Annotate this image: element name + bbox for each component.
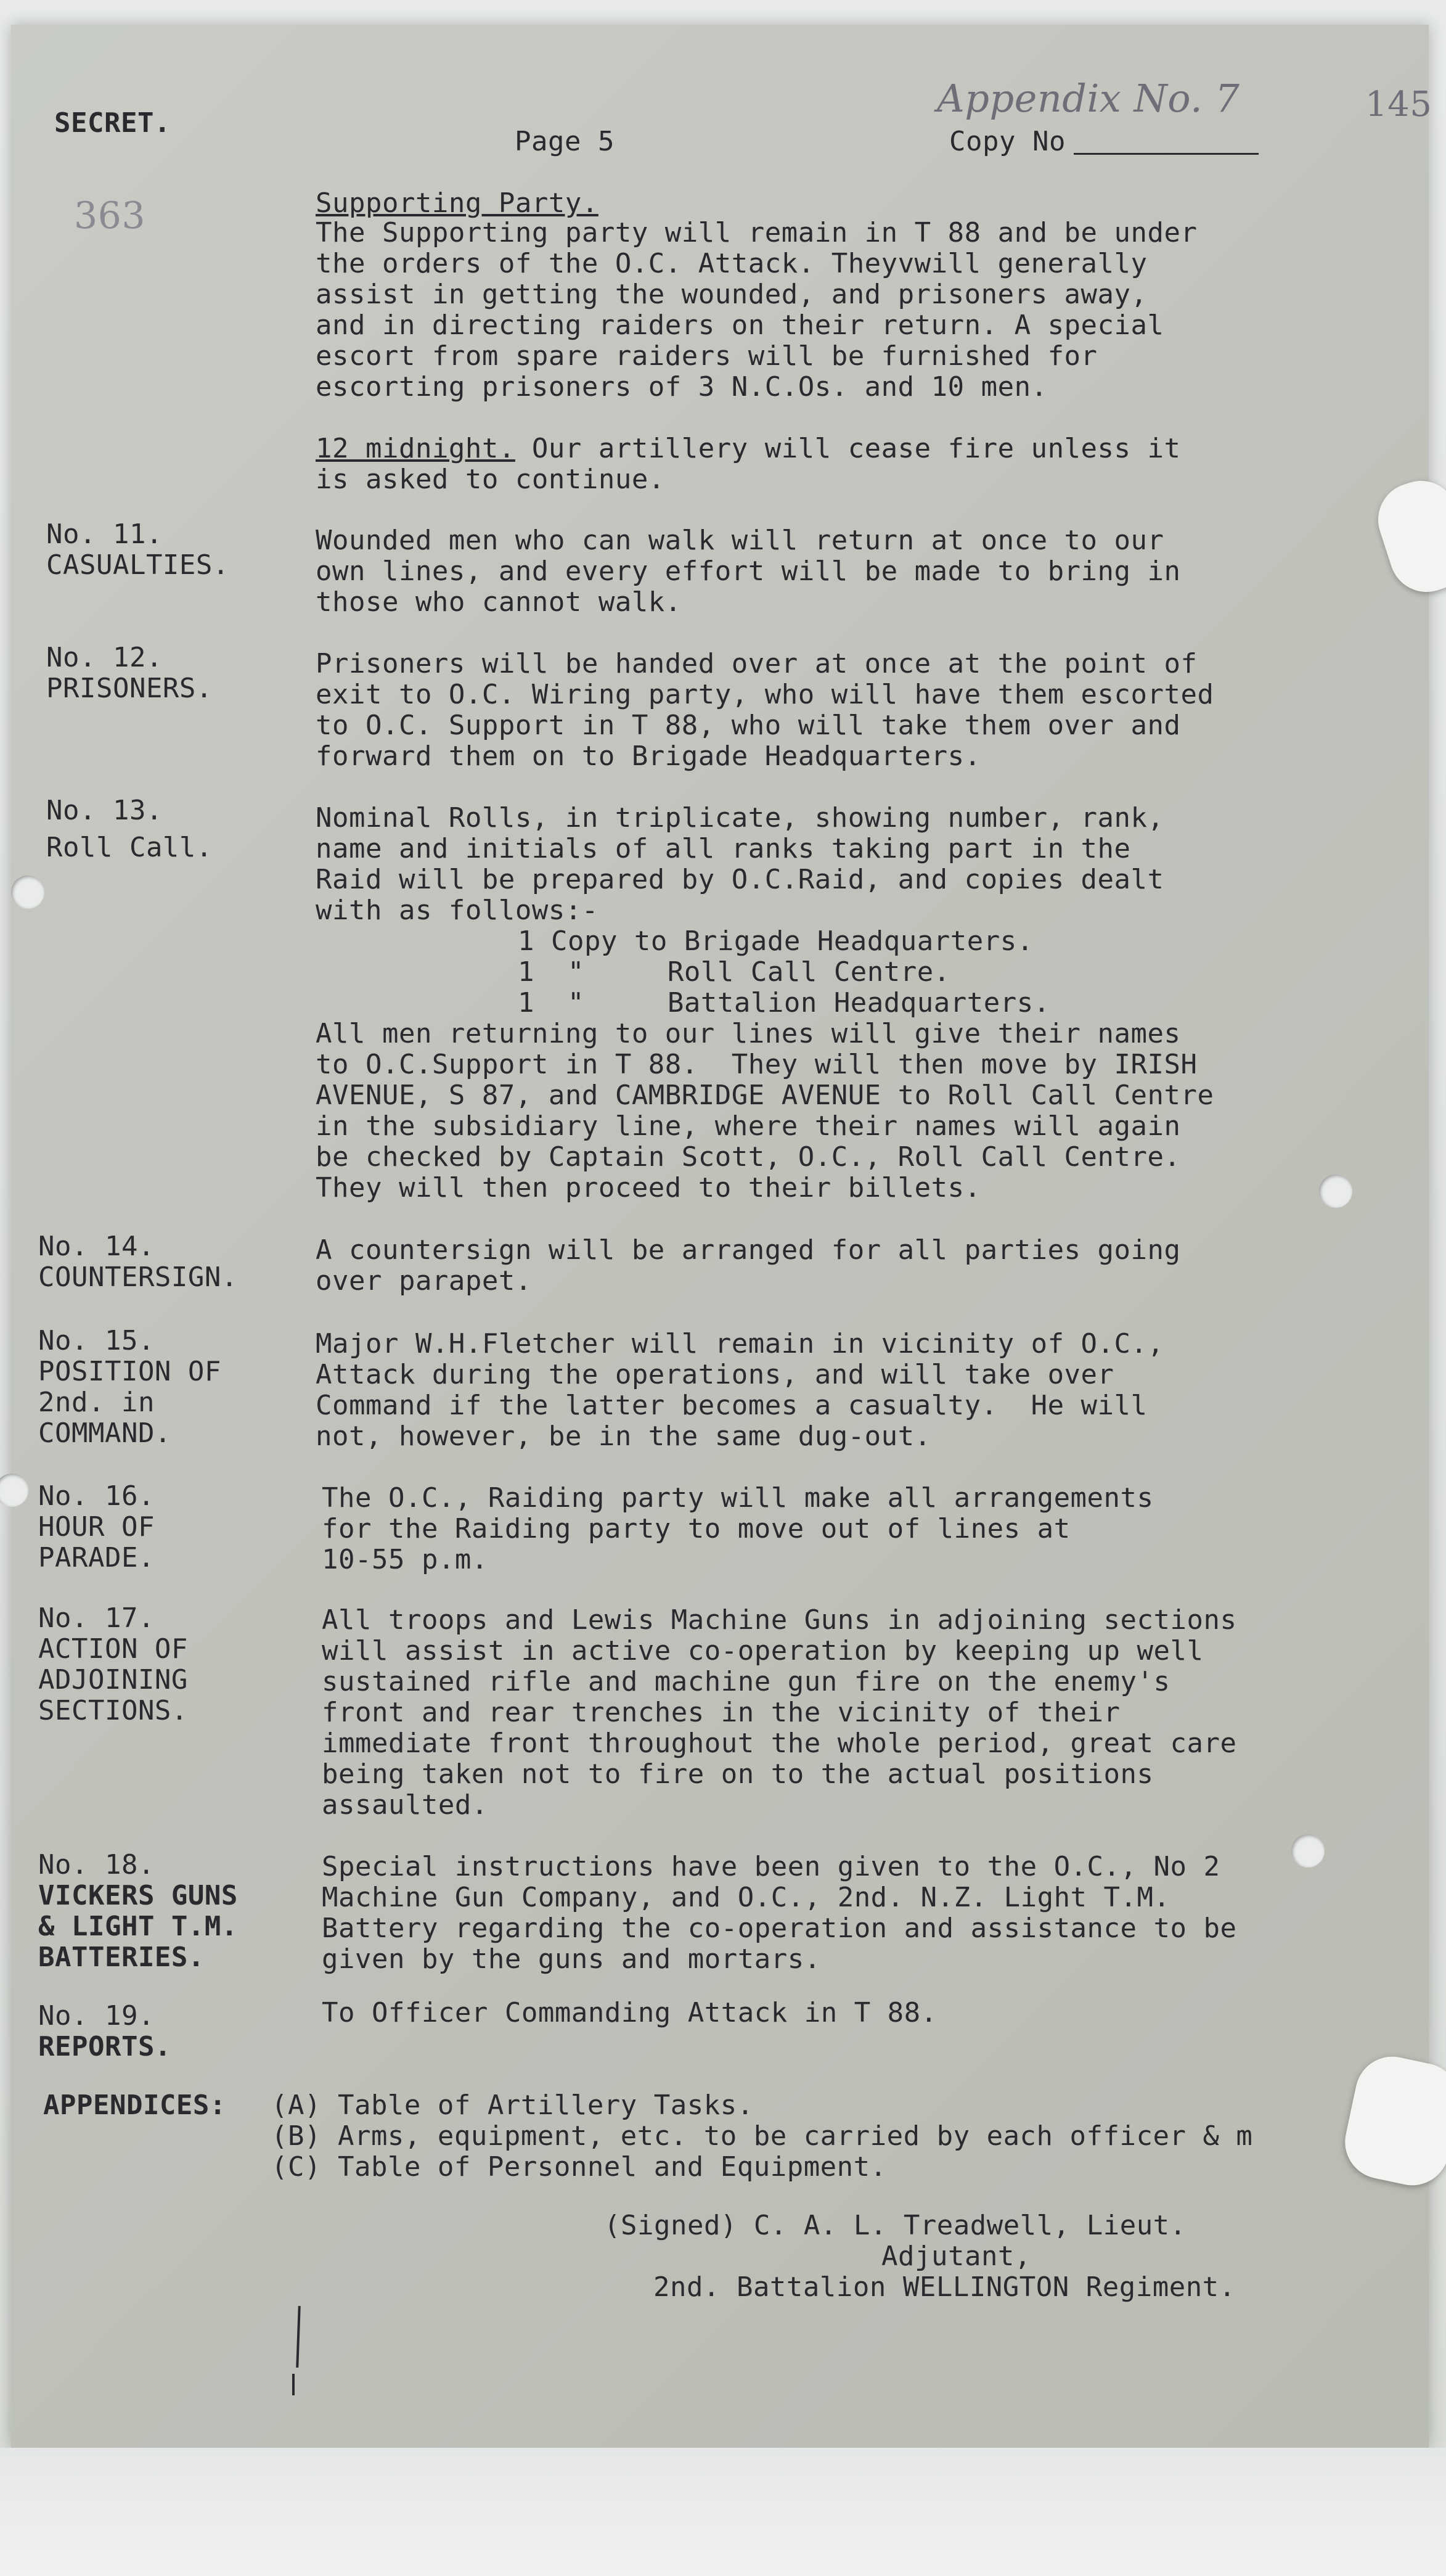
midnight-text: Our artillery will cease fire unless it <box>515 433 1181 464</box>
page-label: Page 5 <box>515 126 615 157</box>
body-line: the orders of the O.C. Attack. Theyvwill generally <box>316 248 1148 279</box>
body-line: in the subsidiary line, where their names will again <box>316 1110 1181 1142</box>
midnight-line-2: is asked to continue. <box>316 464 665 495</box>
body-line: Prisoners will be handed over at once at the point of <box>316 648 1198 679</box>
appendix-item: (B) Arms, equipment, etc. to be carried by each officer & m <box>271 2120 1253 2152</box>
body-line: escorting prisoners of 3 N.C.Os. and 10 men. <box>316 371 1048 403</box>
appendix-item: (A) Table of Artillery Tasks. <box>271 2090 754 2121</box>
pencil-mark <box>292 2374 295 2395</box>
copy-number-blank <box>1074 153 1259 155</box>
section-title: BATTERIES. <box>38 1942 205 1973</box>
body-line: for the Raiding party to move out of lines at <box>322 1513 1071 1544</box>
body-line: Nominal Rolls, in triplicate, showing number, rank, <box>316 802 1164 834</box>
section-title: ACTION OF <box>38 1633 188 1665</box>
body-line: All men returning to our lines will give their names <box>316 1018 1181 1049</box>
body-line: Raid will be prepared by O.C.Raid, and copies dealt <box>316 864 1164 895</box>
body-line: over parapet. <box>316 1265 532 1297</box>
section-title: SECTIONS. <box>38 1695 188 1726</box>
body-line: The Supporting party will remain in T 88 and be under <box>316 217 1198 248</box>
punch-hole <box>1291 1834 1325 1868</box>
section-number: No. 19. <box>38 2000 155 2032</box>
signature-title: Adjutant, <box>881 2241 1031 2272</box>
page-bottom-margin <box>0 2448 1446 2576</box>
file-number: 363 <box>74 194 146 237</box>
section-title: ADJOINING <box>38 1664 188 1696</box>
section-number: No. 18. <box>38 1849 155 1881</box>
body-line: Command if the latter becomes a casualty. He will <box>316 1390 1148 1421</box>
section-title: CASUALTIES. <box>46 549 229 581</box>
body-line: AVENUE, S 87, and CAMBRIDGE AVENUE to Roll Call Centre <box>316 1080 1214 1111</box>
body-line: sustained rifle and machine gun fire on the enemy's <box>322 1666 1170 1697</box>
signature-line: (Signed) C. A. L. Treadwell, Lieut. <box>604 2210 1187 2241</box>
body-line: to O.C. Support in T 88, who will take them over and <box>316 710 1181 741</box>
body-line: be checked by Captain Scott, O.C., Roll Call Centre. <box>316 1141 1181 1173</box>
body-line: To Officer Commanding Attack in T 88. <box>322 1997 937 2028</box>
section-title: PARADE. <box>38 1542 155 1573</box>
section-number: No. 12. <box>46 642 163 673</box>
body-line: name and initials of all ranks taking part in the <box>316 833 1131 864</box>
body-line: Major W.H.Fletcher will remain in vicinity of O.C., <box>316 1328 1164 1360</box>
section-title: COMMAND. <box>38 1417 171 1449</box>
section-number: No. 16. <box>38 1480 155 1512</box>
section-title: 2nd. in <box>38 1387 155 1418</box>
body-line: Attack during the operations, and will take over <box>316 1359 1114 1390</box>
body-line: given by the guns and mortars. <box>322 1943 821 1975</box>
section-title: REPORTS. <box>38 2031 171 2062</box>
appendix-item: (C) Table of Personnel and Equipment. <box>271 2151 887 2183</box>
punch-hole <box>11 876 44 909</box>
distribution-item: 1 Copy to Brigade Headquarters. <box>518 925 1034 957</box>
section-number: No. 17. <box>38 1602 155 1634</box>
signature-unit: 2nd. Battalion WELLINGTON Regiment. <box>653 2271 1236 2303</box>
secret-stamp: SECRET. <box>54 107 171 139</box>
punch-hole <box>1319 1175 1352 1208</box>
body-line: forward them on to Brigade Headquarters. <box>316 740 981 772</box>
body-line: immediate front throughout the whole period, great care <box>322 1728 1237 1759</box>
section-title: HOUR OF <box>38 1511 155 1543</box>
body-line: will assist in active co-operation by keeping up well <box>322 1635 1204 1667</box>
section-number: No. 15. <box>38 1325 155 1356</box>
body-line: The O.C., Raiding party will make all arrangements <box>322 1482 1154 1514</box>
section-title: Roll Call. <box>46 832 213 863</box>
section-title: POSITION OF <box>38 1356 221 1387</box>
page-number: 145 <box>1365 84 1432 125</box>
body-line: Special instructions have been given to the O.C., No 2 <box>322 1851 1220 1882</box>
section-title: & LIGHT T.M. <box>38 1911 238 1942</box>
body-line: those who cannot walk. <box>316 586 682 618</box>
appendix-label: Appendix No. 7 <box>937 76 1240 121</box>
body-line: A countersign will be arranged for all parties going <box>316 1234 1181 1266</box>
midnight-line <box>316 433 1181 464</box>
section-title: PRISONERS. <box>46 673 213 704</box>
body-line: assist in getting the wounded, and prisoners away, <box>316 279 1148 310</box>
midnight-time: 12 midnight. <box>316 433 515 464</box>
body-line: exit to O.C. Wiring party, who will have them escorted <box>316 679 1214 710</box>
distribution-item: 1 " Roll Call Centre. <box>518 956 950 988</box>
body-line: and in directing raiders on their return. A special <box>316 310 1164 341</box>
section-title: COUNTERSIGN. <box>38 1261 238 1293</box>
body-line: 10-55 p.m. <box>322 1544 488 1575</box>
body-line: They will then proceed to their billets. <box>316 1172 981 1204</box>
copy-number-label: Copy No <box>949 126 1066 157</box>
section-title: VICKERS GUNS <box>38 1880 238 1911</box>
body-line: not, however, be in the same dug-out. <box>316 1421 931 1452</box>
body-line: front and rear trenches in the vicinity of their <box>322 1697 1121 1728</box>
body-line: to O.C.Support in T 88. They will then move by IRISH <box>316 1049 1198 1080</box>
body-line: escort from spare raiders will be furnished for <box>316 340 1098 372</box>
body-line: assaulted. <box>322 1789 488 1821</box>
supporting-party-heading: Supporting Party. <box>316 187 598 219</box>
body-line: Battery regarding the co-operation and assistance to be <box>322 1913 1237 1944</box>
body-line: Machine Gun Company, and O.C., 2nd. N.Z. Light T.M. <box>322 1882 1170 1913</box>
body-line: with as follows:- <box>316 895 598 926</box>
appendices-label: APPENDICES: <box>43 2090 226 2121</box>
body-line: own lines, and every effort will be made to bring in <box>316 556 1181 587</box>
section-number: No. 14. <box>38 1231 155 1262</box>
body-line: All troops and Lewis Machine Guns in adjoining sections <box>322 1604 1237 1636</box>
section-number: No. 13. <box>46 795 163 826</box>
section-number: No. 11. <box>46 519 163 550</box>
distribution-item: 1 " Battalion Headquarters. <box>518 987 1050 1019</box>
body-line: Wounded men who can walk will return at once to our <box>316 525 1164 556</box>
body-line: being taken not to fire on to the actual positions <box>322 1758 1154 1790</box>
